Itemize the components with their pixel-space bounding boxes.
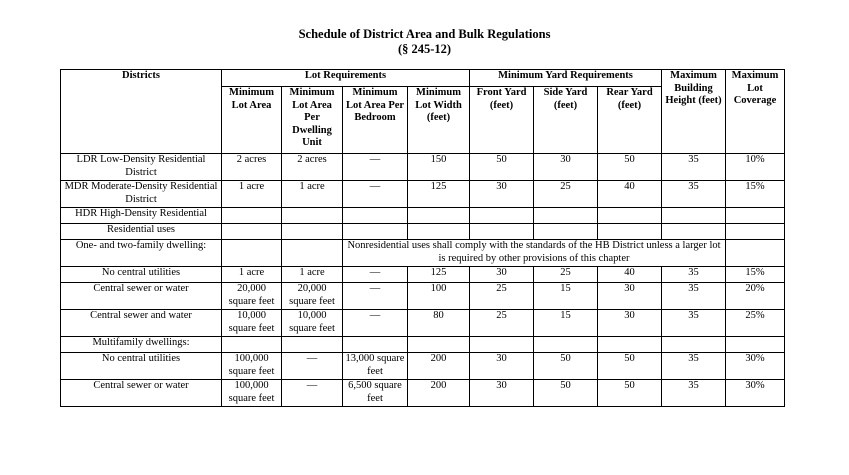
use-label: Central sewer and water — [61, 310, 222, 337]
side-yard-cell: 25 — [534, 181, 598, 208]
side-yard-cell: 30 — [534, 154, 598, 181]
per-dwelling-cell: 20,000 square feet — [282, 283, 343, 310]
lot-requirements-header: Lot Requirements — [222, 70, 470, 87]
use-label: Multifamily dwellings: — [61, 337, 222, 353]
minimum-yard-header: Minimum Yard Requirements — [470, 70, 662, 87]
height-cell: 35 — [662, 181, 726, 208]
use-label: No central utilities — [61, 267, 222, 283]
height-cell: 35 — [662, 267, 726, 283]
front-yard-cell: 25 — [470, 310, 534, 337]
min-lot-area-dwelling-header: Minimum Lot Area Per Dwelling Unit — [282, 87, 343, 154]
min-lot-area-bedroom-header: Minimum Lot Area Per Bedroom — [343, 87, 408, 154]
table-row-central-sewer-or-water — [61, 283, 785, 310]
lot-area-cell: 2 acres — [222, 154, 282, 181]
side-yard-cell: 15 — [534, 310, 598, 337]
max-coverage-header: Maximum Lot Coverage — [726, 70, 785, 154]
per-dwelling-cell: 1 acre — [282, 181, 343, 208]
front-yard-cell: 30 — [470, 353, 534, 380]
table-row-multi-no-central-utilities — [61, 353, 785, 380]
coverage-cell: 10% — [726, 154, 785, 181]
use-label: Residential uses — [61, 224, 222, 240]
side-yard-cell: 50 — [534, 380, 598, 407]
rear-yard-cell: 50 — [598, 154, 662, 181]
section-reference: (§ 245-12) — [397, 42, 452, 56]
rear-yard-cell: 40 — [598, 267, 662, 283]
use-label: One- and two-family dwelling: — [61, 240, 222, 267]
lot-width-cell: 125 — [408, 181, 470, 208]
table-row-multi-central-sewer-or-water — [61, 380, 785, 407]
side-yard-header: Side Yard (feet) — [534, 87, 598, 154]
side-yard-cell: 15 — [534, 283, 598, 310]
header-group-row — [61, 70, 785, 87]
side-yard-cell: 50 — [534, 353, 598, 380]
district-label: MDR Moderate-Density Residential District — [61, 181, 222, 208]
front-yard-cell: 30 — [470, 380, 534, 407]
per-dwelling-cell: 10,000 square feet — [282, 310, 343, 337]
districts-header: Districts — [61, 70, 222, 154]
lot-area-cell: 1 acre — [222, 181, 282, 208]
use-label: No central utilities — [61, 353, 222, 380]
min-lot-width-header: Minimum Lot Width (feet) — [408, 87, 470, 154]
rear-yard-cell: 30 — [598, 283, 662, 310]
coverage-cell: 15% — [726, 181, 785, 208]
lot-width-cell: 200 — [408, 380, 470, 407]
use-label: Central sewer or water — [61, 283, 222, 310]
coverage-cell: 30% — [726, 353, 785, 380]
rear-yard-cell: 50 — [598, 380, 662, 407]
height-cell: 35 — [662, 310, 726, 337]
lot-width-cell: 150 — [408, 154, 470, 181]
bulk-regulations-table — [60, 69, 785, 407]
front-yard-cell: 30 — [470, 181, 534, 208]
lot-area-cell: 20,000 square feet — [222, 283, 282, 310]
per-bedroom-cell: — — [343, 267, 408, 283]
per-bedroom-cell: — — [343, 283, 408, 310]
lot-area-cell: 10,000 square feet — [222, 310, 282, 337]
lot-area-cell: 100,000 square feet — [222, 353, 282, 380]
table-row-residential-uses — [61, 224, 785, 240]
height-cell: 35 — [662, 353, 726, 380]
front-yard-cell: 30 — [470, 267, 534, 283]
per-bedroom-cell: — — [343, 310, 408, 337]
front-yard-cell: 50 — [470, 154, 534, 181]
height-cell: 35 — [662, 154, 726, 181]
table-row-central-sewer-and-water — [61, 310, 785, 337]
table-row-one-two-family — [61, 240, 785, 267]
per-bedroom-cell: — — [343, 181, 408, 208]
per-bedroom-cell: 13,000 square feet — [343, 353, 408, 380]
side-yard-cell: 25 — [534, 267, 598, 283]
height-cell: 35 — [662, 380, 726, 407]
rear-yard-cell: 50 — [598, 353, 662, 380]
height-cell: 35 — [662, 283, 726, 310]
rear-yard-cell: 30 — [598, 310, 662, 337]
lot-width-cell: 125 — [408, 267, 470, 283]
rear-yard-header: Rear Yard (feet) — [598, 87, 662, 154]
table-row-multifamily — [61, 337, 785, 353]
min-lot-area-header: Minimum Lot Area — [222, 87, 282, 154]
max-height-header: Maximum Building Height (feet) — [662, 70, 726, 154]
document-title: Schedule of District Area and Bulk Regulations — [298, 27, 551, 41]
lot-width-cell: 200 — [408, 353, 470, 380]
per-dwelling-cell: 2 acres — [282, 154, 343, 181]
per-dwelling-cell: — — [282, 380, 343, 407]
rear-yard-cell: 40 — [598, 181, 662, 208]
per-bedroom-cell: — — [343, 154, 408, 181]
use-label: Central sewer or water — [61, 380, 222, 407]
front-yard-cell: 25 — [470, 283, 534, 310]
district-label: HDR High-Density Residential — [61, 208, 222, 224]
nonresidential-note: Nonresidential uses shall comply with the standards of the HB District unless a larger lot is required by other provisions of this chapter — [343, 240, 726, 267]
lot-area-cell: 1 acre — [222, 267, 282, 283]
coverage-cell: 15% — [726, 267, 785, 283]
front-yard-header: Front Yard (feet) — [470, 87, 534, 154]
per-dwelling-cell: — — [282, 353, 343, 380]
table-row-mdr — [61, 181, 785, 208]
coverage-cell: 30% — [726, 380, 785, 407]
table-row-ldr — [61, 154, 785, 181]
district-label: LDR Low-Density Residential District — [61, 154, 222, 181]
coverage-cell: 25% — [726, 310, 785, 337]
table-row-hdr — [61, 208, 785, 224]
lot-width-cell: 80 — [408, 310, 470, 337]
per-dwelling-cell: 1 acre — [282, 267, 343, 283]
lot-width-cell: 100 — [408, 283, 470, 310]
lot-area-cell: 100,000 square feet — [222, 380, 282, 407]
per-bedroom-cell: 6,500 square feet — [343, 380, 408, 407]
table-row-no-central-utilities — [61, 267, 785, 283]
coverage-cell: 20% — [726, 283, 785, 310]
